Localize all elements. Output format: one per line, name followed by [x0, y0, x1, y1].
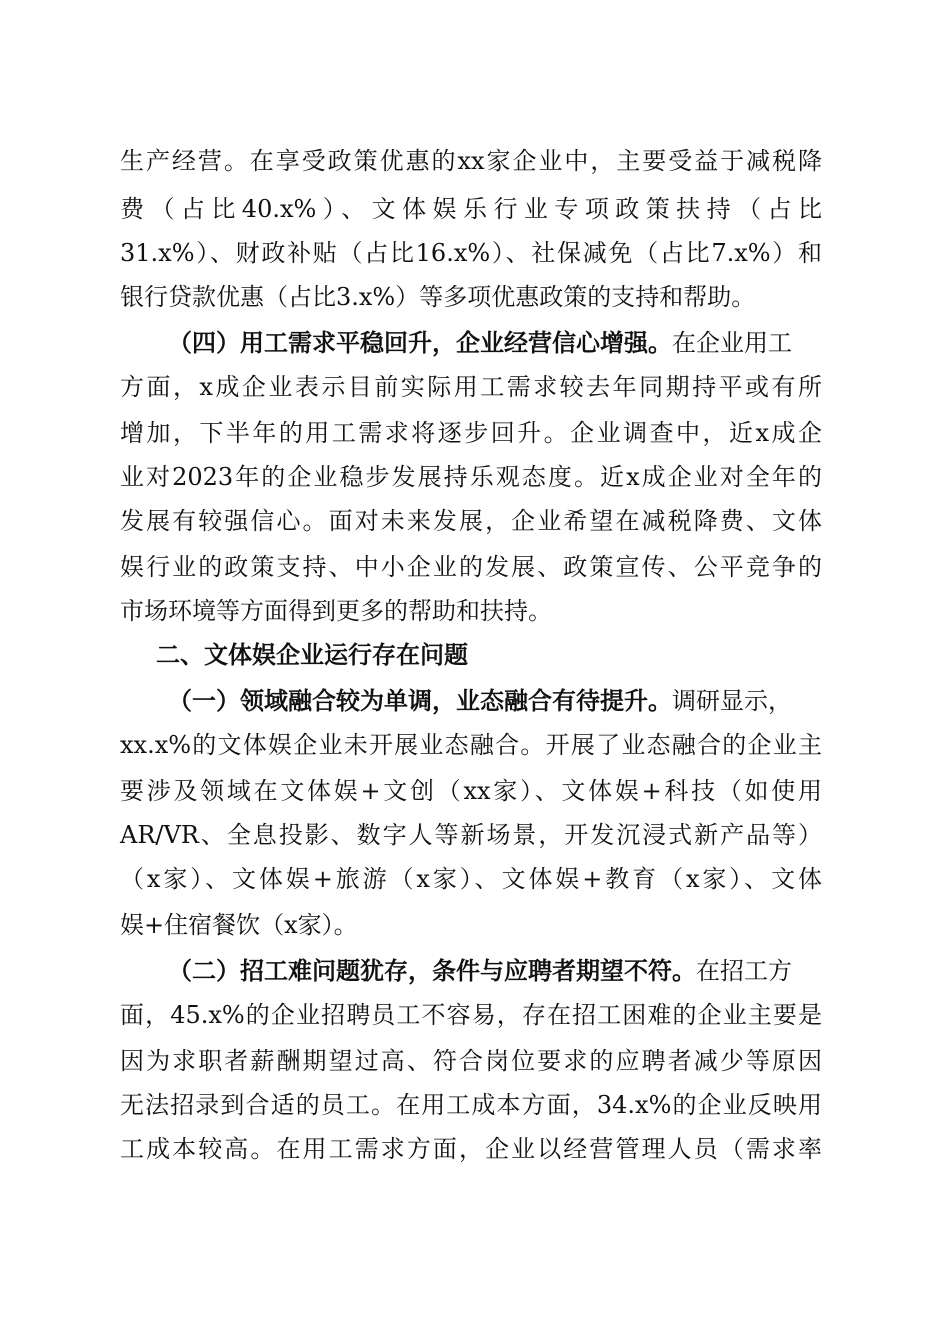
paragraph-4-lead: （二）招工难问题犹存，条件与应聘者期望不符。 [168, 957, 696, 985]
paragraph-4-line-5: 工成本较高。在用工需求方面，企业以经营管理人员（需求率 [120, 1135, 822, 1163]
paragraph-2-line-7: 市场环境等方面得到更多的帮助和扶持。 [120, 597, 552, 625]
paragraph-2-line-2: 方面，x成企业表示目前实际用工需求较去年同期持平或有所 [120, 373, 822, 401]
paragraph-4-line-4: 无法招录到合适的员工。在用工成本方面，34.x%的企业反映用 [120, 1091, 822, 1119]
paragraph-4-line-3: 因为求职者薪酬期望过高、符合岗位要求的应聘者减少等原因 [120, 1047, 822, 1075]
paragraph-2-line-5: 发展有较强信心。面对未来发展，企业希望在减税降费、文体 [120, 507, 822, 535]
paragraph-3-line-5: （x家）、文体娱+旅游（x家）、文体娱+教育（x家）、文体 [120, 865, 822, 893]
paragraph-3-first-line [168, 681, 822, 721]
paragraph-3-line-3: 要涉及领域在文体娱+文创（xx家）、文体娱+科技（如使用 [120, 777, 822, 805]
paragraph-2-line-4: 业对2023年的企业稳步发展持乐观态度。近x成企业对全年的 [120, 463, 822, 491]
paragraph-3-first-rest: 调研显示， [672, 687, 792, 715]
paragraph-2-line-3: 增加，下半年的用工需求将逐步回升。企业调查中，近x成企 [120, 419, 822, 447]
paragraph-4-line-2: 面，45.x%的企业招聘员工不容易，存在招工困难的企业主要是 [120, 1001, 822, 1029]
paragraph-3-line-4: AR/VR、全息投影、数字人等新场景，开发沉浸式新产品等） [120, 821, 822, 849]
paragraph-4-first-rest: 在招工方 [696, 957, 792, 985]
paragraph-1-line-1: 生产经营。在享受政策优惠的xx家企业中，主要受益于减税降 [120, 147, 822, 175]
paragraph-2-lead: （四）用工需求平稳回升，企业经营信心增强。 [168, 329, 672, 357]
paragraph-3-line-2: xx.x%的文体娱企业未开展业态融合。开展了业态融合的企业主 [120, 731, 822, 759]
paragraph-2-first-rest: 在企业用工 [672, 329, 792, 357]
paragraph-2-line-6: 娱行业的政策支持、中小企业的发展、政策宣传、公平竞争的 [120, 553, 822, 581]
paragraph-1-line-3: 31.x%）、财政补贴（占比16.x%）、社保减免（占比7.x%）和 [120, 239, 822, 267]
paragraph-4-first-line [168, 951, 822, 991]
paragraph-1-line-4: 银行贷款优惠（占比3.x%）等多项优惠政策的支持和帮助。 [120, 283, 756, 311]
paragraph-1-line-2: 费（占比40.x%）、文体娱乐行业专项政策扶持（占比 [120, 195, 822, 223]
paragraph-2-first-line [168, 323, 822, 363]
section-heading: 二、文体娱企业运行存在问题 [156, 641, 468, 669]
paragraph-3-lead: （一）领域融合较为单调，业态融合有待提升。 [168, 687, 672, 715]
paragraph-3-line-6: 娱+住宿餐饮（x家）。 [120, 911, 358, 939]
